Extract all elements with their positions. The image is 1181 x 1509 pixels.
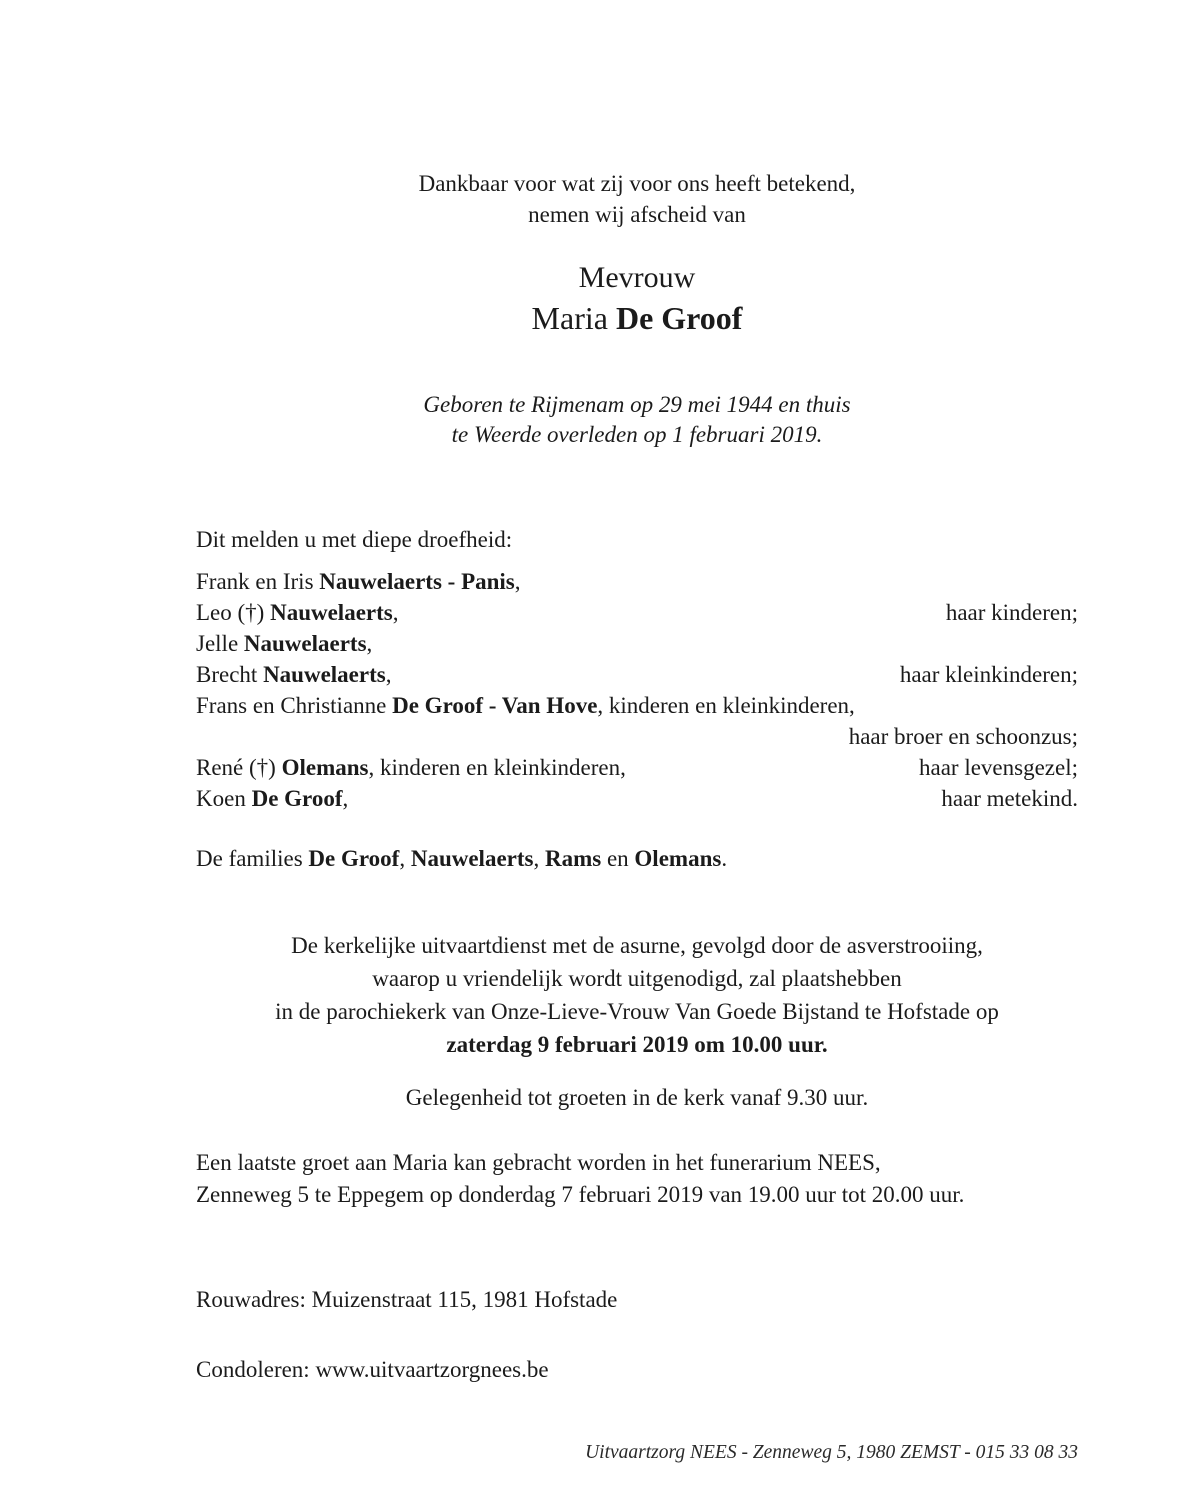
relative-post: , kinderen en kleinkinderen, (368, 755, 626, 780)
relative-pre: Jelle (196, 631, 244, 656)
relative-row (196, 783, 1078, 814)
birth-death-line-1: Geboren te Rijmenam op 29 mei 1944 en thuis (423, 392, 851, 417)
relative-post: , (392, 600, 399, 625)
relative-family-name: Olemans (281, 755, 369, 780)
intro-section (196, 168, 1078, 230)
relation-label: haar kinderen; (945, 600, 1078, 625)
service-line-1: De kerkelijke uitvaartdienst met de asurne, gevolgd door de asverstrooiing, (291, 933, 983, 958)
relative-family-name: Nauwelaerts - Panis (319, 569, 515, 594)
relative-pre: René (†) (196, 755, 282, 780)
family-name-2: Nauwelaerts (410, 846, 534, 871)
relative-post: , (385, 662, 392, 687)
deceased-first-name: Maria (531, 300, 616, 336)
relative-post: , (514, 569, 521, 594)
deceased-name-section (196, 258, 1078, 338)
relative-family-name: Nauwelaerts (270, 600, 393, 625)
relative-post: , (342, 786, 349, 811)
relative-name (196, 566, 521, 597)
intro-line-1: Dankbaar voor wat zij voor ons heeft betekend, (418, 171, 856, 196)
relative-family-name: Nauwelaerts (263, 662, 386, 687)
relative-pre: Leo (†) (196, 600, 271, 625)
family-name-4: Olemans (634, 846, 722, 871)
relative-family-name: De Groof - Van Hove (392, 693, 598, 718)
relation-label: haar broer en schoonzus; (848, 724, 1078, 749)
salutation: Mevrouw (578, 261, 696, 294)
families-separator: en (601, 846, 635, 871)
relative-row (196, 752, 1078, 783)
relatives-list (196, 566, 1078, 814)
relative-post: , kinderen en kleinkinderen, (597, 693, 855, 718)
relative-name (196, 752, 626, 783)
funerarium-line-1: Een laatste groet aan Maria kan gebracht worden in het funerarium NEES, (196, 1150, 881, 1175)
deceased-full-name (196, 298, 1078, 338)
relative-post: , (366, 631, 373, 656)
relation-label: haar levensgezel; (919, 755, 1078, 780)
birth-death-line-2: te Weerde overleden op 1 februari 2019. (451, 422, 823, 447)
intro-line-2: nemen wij afscheid van (528, 202, 746, 227)
funerarium-line-2: Zenneweg 5 te Eppegem op donderdag 7 februari 2019 van 19.00 uur tot 20.00 uur. (196, 1182, 965, 1207)
relative-row (196, 597, 1078, 628)
relative-row (196, 659, 1078, 690)
greeting-line: Gelegenheid tot groeten in de kerk vanaf 9.30 uur. (405, 1085, 869, 1110)
deceased-last-name: De Groof (615, 300, 743, 336)
condolences-line: Condoleren: www.uitvaartzorgnees.be (196, 1357, 549, 1382)
birth-death-section (196, 390, 1078, 450)
relation-label: haar metekind. (941, 786, 1078, 811)
relative-family-name: Nauwelaerts (243, 631, 367, 656)
families-separator: , (533, 846, 545, 871)
relative-row (196, 566, 1078, 597)
relative-row (196, 721, 1078, 752)
relative-pre: Koen (196, 786, 252, 811)
relative-family-name: De Groof (251, 786, 343, 811)
service-line-2: waarop u vriendelijk wordt uitgenodigd, zal plaatshebben (372, 966, 902, 991)
family-name-1: De Groof (308, 846, 400, 871)
relative-name (196, 783, 348, 814)
relative-pre: Brecht (196, 662, 264, 687)
relation-label: haar kleinkinderen; (899, 662, 1078, 687)
relative-name (196, 690, 855, 721)
families-separator: , (399, 846, 411, 871)
funeral-home-footer: Uitvaartzorg NEES - Zenneweg 5, 1980 ZEMST - 015 33 08 33 (585, 1442, 1078, 1463)
relative-row (196, 628, 1078, 659)
announcement-line: Dit melden u met diepe droefheid: (196, 527, 513, 552)
relative-name (196, 659, 391, 690)
relative-pre: Frans en Christianne (196, 693, 393, 718)
relative-name (196, 597, 398, 628)
relative-row (196, 690, 1078, 721)
funerarium-section (196, 1147, 1078, 1211)
service-line-3: in de parochiekerk van Onze-Lieve-Vrouw Van Goede Bijstand te Hofstade op (275, 999, 999, 1024)
family-name-3: Rams (544, 846, 602, 871)
relative-pre: Frank en Iris (196, 569, 320, 594)
families-suffix: . (721, 846, 728, 871)
service-datetime: zaterdag 9 februari 2019 om 10.00 uur. (446, 1032, 828, 1057)
families-prefix: De families (196, 846, 309, 871)
relative-name (196, 628, 372, 659)
service-section (196, 929, 1078, 1061)
families-line (196, 843, 1078, 874)
mourning-address-line: Rouwadres: Muizenstraat 115, 1981 Hofstade (196, 1287, 618, 1312)
